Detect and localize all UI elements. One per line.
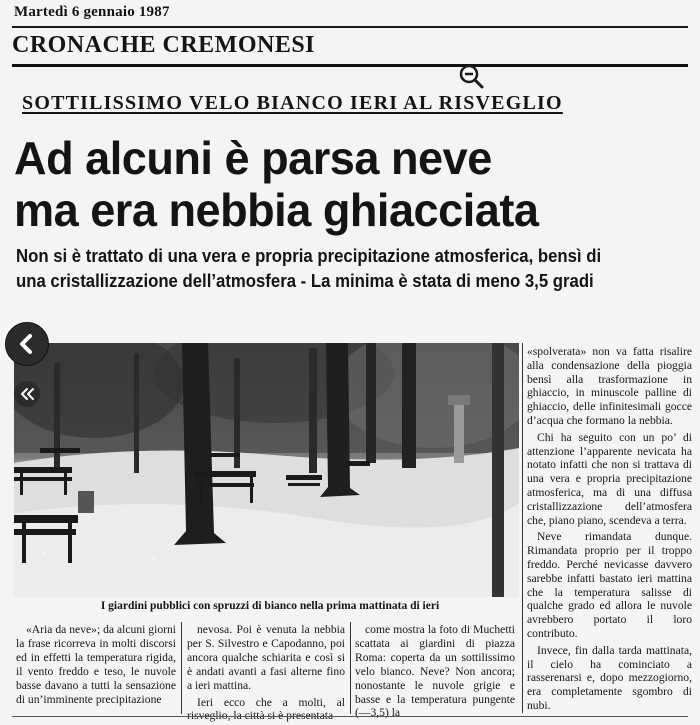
paragraph: Chi ha seguito con un po’ di attenzione l’apparente nevicata ha notato infatti che non si trattava di una vera e propria precipitazione atmosferica, ma di una diffusa cristallizzazione dell’atmosfera che, piano piano, scendeva a terra. <box>527 430 692 527</box>
park-photo-image <box>14 343 519 597</box>
paragraph: «Aria da neve»; da alcuni giorni la frase ricorreva in molti discorsi ed in effetti la temperatura rigida, il vento freddo e teso, le nuvole basse davano a tutti la sensazione di un’imminente precipitazione <box>16 623 176 706</box>
column-divider <box>522 343 523 713</box>
article-column-1 <box>16 623 176 709</box>
chevron-left-icon <box>16 333 38 355</box>
photo-caption: I giardini pubblici con spruzzi di bianco nella prima mattinata di ieri <box>100 600 440 612</box>
previous-page-button[interactable] <box>5 322 49 366</box>
first-page-button[interactable] <box>14 381 40 407</box>
section-title: CRONACHE CREMONESI <box>12 32 316 58</box>
paragraph: «spolverata» non va fatta risalire alla condensazione della pioggia bensì alla trasformazione in ghiaccio, in minuscole palline di ghiaccio, delle infinitesimali gocce d’acqua che formano la nebbia. <box>527 345 692 427</box>
subhead-line-2: una cristallizzazione dell’atmosfera - La minima è stata di meno 3,5 gradi <box>16 271 594 291</box>
headline-line-2: ma era nebbia ghiacciata <box>14 184 539 236</box>
zoom-out-icon <box>458 63 484 89</box>
issue-date: Martedì 6 gennaio 1987 <box>14 4 170 20</box>
article-kicker: SOTTILISSIMO VELO BIANCO IERI AL RISVEGLIO <box>22 92 563 114</box>
column-divider <box>350 622 351 714</box>
column-divider <box>181 622 182 714</box>
paragraph: come mostra la foto di Muchetti scattata ai giardini di piazza Roma: coperta da un sottilissimo velo bianco. Neve? Non ancora; nonostante le nuvole grigie e basse e la temperatura pungente (—3,5) la <box>355 623 515 720</box>
park-photo <box>14 343 519 597</box>
top-rule <box>12 26 688 28</box>
article-subheadline <box>16 244 639 294</box>
article-column-3 <box>355 623 515 723</box>
zoom-out-button[interactable] <box>457 62 485 90</box>
article-column-2 <box>187 623 345 725</box>
article-headline <box>14 132 538 236</box>
paragraph: Neve rimandata dunque. Rimandata proprio per il troppo freddo. Perché nevicasse davvero sarebbe infatti bastato ieri mattina che la temperatura salisse di qualche grado ed allora le nuvole avrebbero portato il loro contributo. <box>527 530 692 640</box>
headline-line-1: Ad alcuni è parsa neve <box>14 132 492 184</box>
paragraph: nevosa. Poi è venuta la nebbia per S. Silvestro e Capodanno, poi ancora qualche schiarita e così si è andati avanti a fasi alterne fino a ieri mattina. <box>187 623 345 692</box>
bottom-rule <box>12 716 688 717</box>
double-chevron-left-icon <box>19 387 35 401</box>
article-column-4 <box>527 345 692 716</box>
section-rule <box>12 64 688 67</box>
subhead-line-1: Non si è trattato di una vera e propria precipitazione atmosferica, bensì di <box>16 246 602 266</box>
paragraph: Invece, fin dalla tarda mattinata, il cielo ha cominciato a rasserenarsi e, dopo mezzogiorno, era completamente sgombro di nubi. <box>527 643 692 712</box>
paragraph: Ieri ecco che a molti, al risveglio, la città si è presentata <box>187 695 345 723</box>
